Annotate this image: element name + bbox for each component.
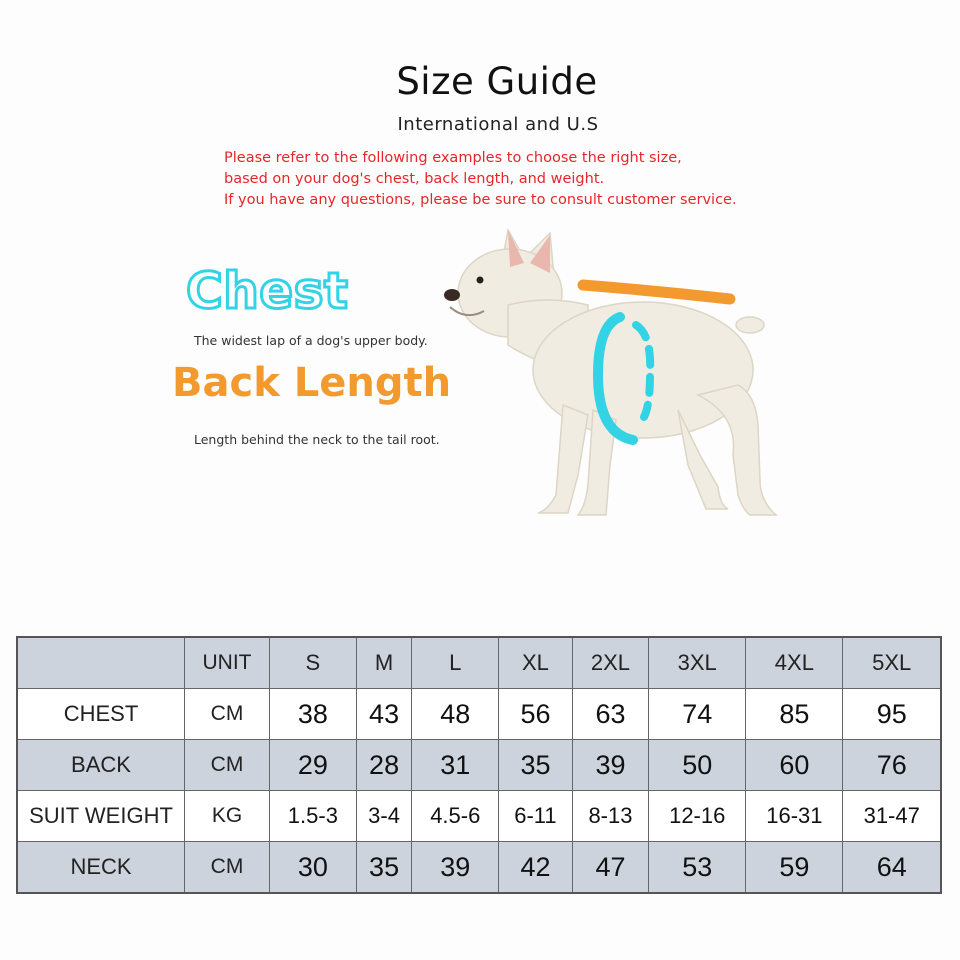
page-subtitle: International and U.S xyxy=(397,114,599,135)
table-row-neck xyxy=(17,842,941,894)
header-size-s: S xyxy=(270,637,357,689)
value-cell: 64 xyxy=(843,842,941,894)
header-size-m: M xyxy=(356,637,412,689)
row-unit: KG xyxy=(185,791,270,842)
value-cell: 74 xyxy=(649,689,746,740)
value-cell: 39 xyxy=(572,740,648,791)
row-label: SUIT WEIGHT xyxy=(17,791,185,842)
value-cell: 85 xyxy=(746,689,843,740)
page-title: Size Guide xyxy=(396,60,598,103)
header-size-xl: XL xyxy=(499,637,573,689)
table-row-chest xyxy=(17,689,941,740)
value-cell: 53 xyxy=(649,842,746,894)
table-row-back xyxy=(17,740,941,791)
value-cell: 16-31 xyxy=(746,791,843,842)
value-cell: 30 xyxy=(270,842,357,894)
value-cell: 47 xyxy=(572,842,648,894)
value-cell: 59 xyxy=(746,842,843,894)
row-unit: CM xyxy=(185,689,270,740)
value-cell: 3-4 xyxy=(356,791,412,842)
value-cell: 8-13 xyxy=(572,791,648,842)
value-cell: 60 xyxy=(746,740,843,791)
header-size-5xl: 5XL xyxy=(843,637,941,689)
value-cell: 48 xyxy=(412,689,499,740)
back-length-heading: Back Length xyxy=(172,360,452,406)
value-cell: 43 xyxy=(356,689,412,740)
value-cell: 31 xyxy=(412,740,499,791)
back-length-description: Length behind the neck to the tail root. xyxy=(194,432,440,447)
value-cell: 63 xyxy=(572,689,648,740)
note-line-1: Please refer to the following examples to choose the right size, xyxy=(224,150,682,166)
header-size-l: L xyxy=(412,637,499,689)
table-header-row xyxy=(17,637,941,689)
value-cell: 4.5-6 xyxy=(412,791,499,842)
chest-description: The widest lap of a dog's upper body. xyxy=(194,333,428,348)
chest-heading: Chest xyxy=(186,262,349,320)
size-table xyxy=(16,636,942,894)
back-length-marker xyxy=(583,285,730,299)
row-label: BACK xyxy=(17,740,185,791)
value-cell: 1.5-3 xyxy=(270,791,357,842)
value-cell: 29 xyxy=(270,740,357,791)
value-cell: 38 xyxy=(270,689,357,740)
row-label: NECK xyxy=(17,842,185,894)
value-cell: 31-47 xyxy=(843,791,941,842)
value-cell: 28 xyxy=(356,740,412,791)
value-cell: 95 xyxy=(843,689,941,740)
value-cell: 56 xyxy=(499,689,573,740)
dog-illustration xyxy=(438,225,798,525)
value-cell: 35 xyxy=(499,740,573,791)
value-cell: 42 xyxy=(499,842,573,894)
note-line-2: based on your dog's chest, back length, and weight. xyxy=(224,171,605,187)
note-line-3: If you have any questions, please be sure to consult customer service. xyxy=(224,192,737,208)
value-cell: 35 xyxy=(356,842,412,894)
row-unit: CM xyxy=(185,842,270,894)
value-cell: 12-16 xyxy=(649,791,746,842)
value-cell: 6-11 xyxy=(499,791,573,842)
value-cell: 39 xyxy=(412,842,499,894)
value-cell: 50 xyxy=(649,740,746,791)
header-size-4xl: 4XL xyxy=(746,637,843,689)
row-label: CHEST xyxy=(17,689,185,740)
header-corner-cell xyxy=(17,637,185,689)
row-unit: CM xyxy=(185,740,270,791)
header-unit-cell: UNIT xyxy=(185,637,270,689)
table-row-suit-weight xyxy=(17,791,941,842)
header-size-3xl: 3XL xyxy=(649,637,746,689)
header-size-2xl: 2XL xyxy=(572,637,648,689)
value-cell: 76 xyxy=(843,740,941,791)
